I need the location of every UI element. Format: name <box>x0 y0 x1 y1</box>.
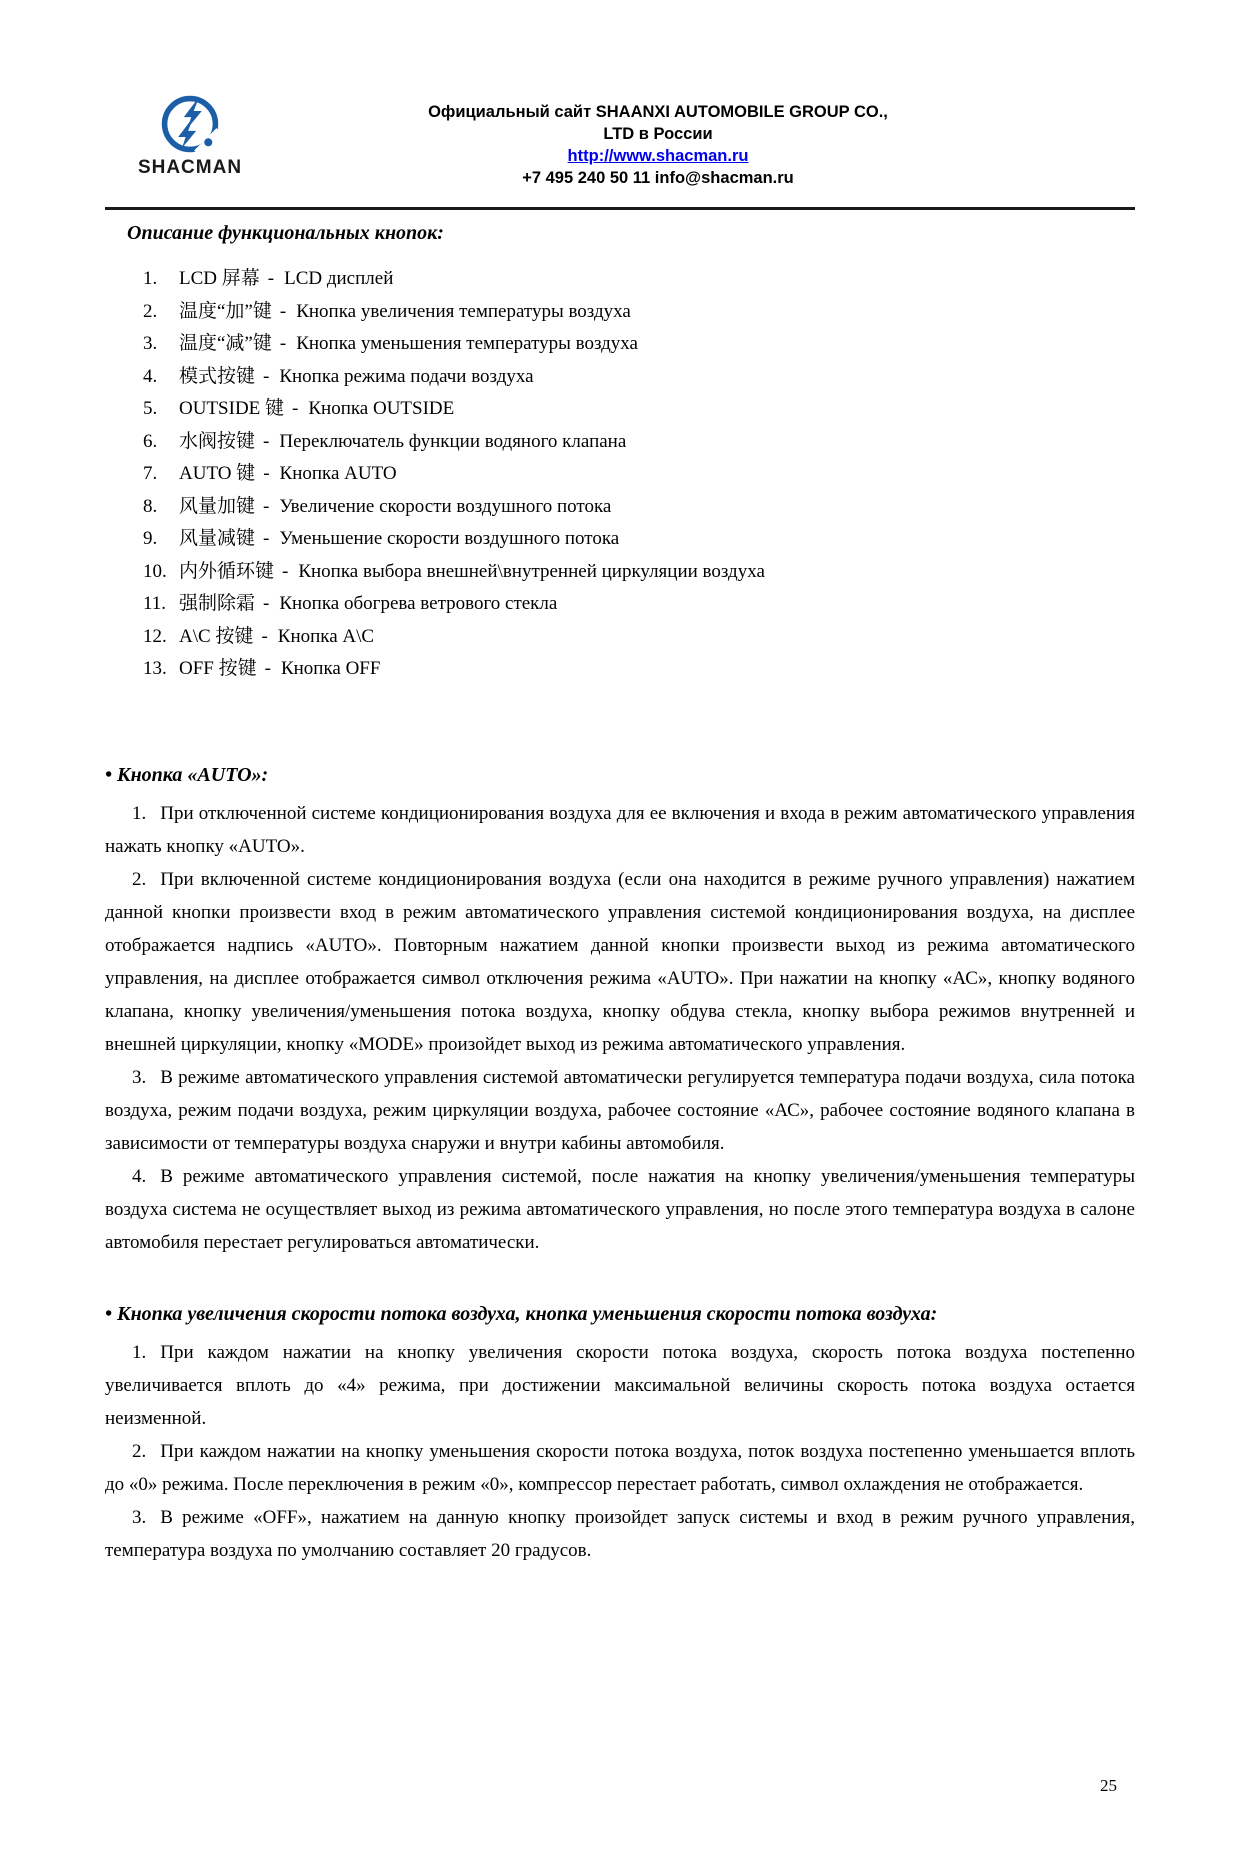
list-item-russian: Увеличение скорости воздушного потока <box>279 495 612 517</box>
paragraph <box>105 1501 1135 1567</box>
list-item-dash: - <box>263 430 270 452</box>
paragraph-number: 3. <box>132 1506 147 1528</box>
page-number: 25 <box>1100 1776 1117 1795</box>
list-item-russian: Переключатель функции водяного клапана <box>279 430 627 452</box>
paragraph-text: При включенной системе кондиционирования воздуха (если она находится в режиме ручного управления) нажатием данной кнопки произвести вход в режим автоматического управления системой кондиционирования воздуха, на дисплее отображается надпись «AUTO». Повторным нажатием данной кнопки произвести выход из режима автоматического управления, на дисплее отображается символ отключения режима «AUTO». При нажатии на кнопку «АС», кнопку водяного клапана, кнопку увеличения/уменьшения потока воздуха, кнопку обдува стекла, кнопку выбора режимов внутренней и внешней циркуляции, кнопку «MODE» произойдет выход из режима автоматического управления. <box>105 868 1135 1055</box>
list-item-chinese: 温度“加”键 <box>179 300 272 322</box>
list-item-russian: Уменьшение скорости воздушного потока <box>279 528 620 549</box>
list-item-number: 3. <box>143 333 158 354</box>
list-item <box>105 296 1135 329</box>
paragraph-number: 2. <box>132 868 147 890</box>
list-item-russian: Кнопка уменьшения температуры воздуха <box>296 333 638 354</box>
list-item-chinese: OFF 按键 <box>179 658 257 679</box>
list-item-dash: - <box>282 560 289 582</box>
shacman-logo-icon <box>159 93 221 155</box>
paragraph-number: 1. <box>132 802 147 824</box>
list-item-number: 12. <box>143 625 167 647</box>
list-item-chinese: A\C 按键 <box>179 625 254 647</box>
list-item-dash: - <box>279 333 287 354</box>
list-item-number: 5. <box>143 398 158 419</box>
site-link[interactable]: http://www.shacman.ru <box>567 147 749 165</box>
paragraph-text: В режиме автоматического управления системой, после нажатия на кнопку увеличения/уменьшения температуры воздуха система не осуществляет выход из режима автоматического управления, но после этого температура воздуха в салоне автомобиля перестает регулироваться автоматически. <box>105 1165 1135 1253</box>
paragraph <box>105 1061 1135 1160</box>
paragraph <box>105 1160 1135 1259</box>
paragraph <box>105 1435 1135 1501</box>
header <box>105 95 1135 207</box>
paragraph-text: При отключенной системе кондиционирования воздуха для ее включения и входа в режим автоматического управления нажать кнопку «AUTO». <box>105 802 1135 857</box>
list-item <box>105 393 1135 426</box>
list-item-dash: - <box>263 495 270 517</box>
list-item <box>105 426 1135 459</box>
paragraph-number: 4. <box>132 1165 147 1187</box>
list-item-number: 10. <box>143 560 167 582</box>
paragraph-text: При каждом нажатии на кнопку увеличения скорости потока воздуха, скорость потока воздуха постепенно увеличивается вплоть до «4» режима, при достижении максимальной величины скорость потока воздуха остается неизменной. <box>105 1341 1135 1429</box>
list-item-number: 7. <box>143 463 158 484</box>
list-item-number: 13. <box>143 658 167 679</box>
list-item <box>105 491 1135 524</box>
paragraph-text: В режиме «OFF», нажатием на данную кнопку произойдет запуск системы и вход в режим ручного управления, температура воздуха по умолчанию составляет 20 градусов. <box>105 1506 1135 1561</box>
list-item-chinese: 水阀按键 <box>179 430 256 452</box>
list-item-russian: Кнопка увеличения температуры воздуха <box>296 300 631 322</box>
list-item-russian: LCD дисплей <box>284 268 394 289</box>
list-item <box>105 361 1135 394</box>
list-item <box>105 523 1135 556</box>
list-item-dash: - <box>279 300 287 322</box>
list-item-chinese: 风量减键 <box>179 528 256 549</box>
document-page <box>0 95 1241 1795</box>
list-item <box>105 588 1135 621</box>
paragraph-text: В режиме автоматического управления системой автоматически регулируется температура подачи воздуха, сила потока воздуха, режим подачи воздуха, режим циркуляции воздуха, рабочее состояние «АС», рабочее состояние водяного клапана в зависимости от температуры воздуха снаружи и внутри кабины автомобиля. <box>105 1066 1135 1154</box>
list-item-dash: - <box>264 658 271 679</box>
list-item <box>105 328 1135 361</box>
list-item-number: 6. <box>143 430 158 452</box>
list-item-russian: Кнопка выбора внешней\внутренней циркуляции воздуха <box>298 560 765 582</box>
paragraph-number: 1. <box>132 1341 147 1363</box>
list-item-chinese: OUTSIDE 键 <box>179 398 285 419</box>
list-item-number: 11. <box>143 593 167 614</box>
list-item-chinese: 模式按键 <box>179 365 256 387</box>
document-body <box>105 222 1135 1567</box>
list-item-russian: Кнопка обогрева ветрового стекла <box>279 593 558 614</box>
list-item <box>105 556 1135 589</box>
list-item-chinese: AUTO 键 <box>179 463 256 484</box>
paragraph <box>105 797 1135 863</box>
logo-wordmark: SHACMAN <box>137 157 243 178</box>
list-item <box>105 653 1135 686</box>
list-item-dash: - <box>263 528 270 549</box>
paragraph <box>105 1336 1135 1435</box>
button-description-list <box>105 263 1135 686</box>
list-item-dash: - <box>261 625 268 647</box>
list-item-number: 1. <box>143 268 158 289</box>
section <box>105 1303 1135 1567</box>
section-heading: • Кнопка увеличения скорости потока воздуха, кнопка уменьшения скорости потока воздуха: <box>105 1302 938 1325</box>
header-phone-email: +7 495 240 50 11 info@shacman.ru <box>522 169 794 187</box>
list-item-russian: Кнопка OFF <box>280 658 381 679</box>
section-heading: • Кнопка «AUTO»: <box>105 763 269 786</box>
page-title: Описание функциональных кнопок: <box>127 222 444 244</box>
paragraph-number: 2. <box>132 1440 147 1462</box>
list-item-number: 8. <box>143 495 158 517</box>
paragraph-text: При каждом нажатии на кнопку уменьшения скорости потока воздуха, поток воздуха постепенно уменьшается вплоть до «0» режима. После переключения в режим «0», компрессор перестает работать, символ охлаждения не отображается. <box>105 1440 1135 1495</box>
list-item-number: 9. <box>143 528 158 549</box>
sections <box>105 764 1135 1567</box>
header-line2: LTD в России <box>603 125 713 143</box>
list-item-number: 4. <box>143 365 158 387</box>
list-item-dash: - <box>263 593 270 614</box>
list-item-chinese: 强制除霜 <box>179 593 256 614</box>
list-item-russian: Кнопка OUTSIDE <box>308 398 455 419</box>
list-item-chinese: 风量加键 <box>179 495 256 517</box>
paragraph <box>105 863 1135 1061</box>
list-item <box>105 263 1135 296</box>
list-item-russian: Кнопка режима подачи воздуха <box>279 365 534 387</box>
list-item-russian: Кнопка AUTO <box>279 463 397 484</box>
header-contact-block <box>181 95 1135 189</box>
paragraph-number: 3. <box>132 1066 147 1088</box>
shacman-logo <box>125 93 255 179</box>
list-item <box>105 621 1135 654</box>
header-line1: Официальный сайт SHAANXI AUTOMOBILE GROUP CO., <box>428 103 888 121</box>
section <box>105 764 1135 1259</box>
list-item-russian: Кнопка A\C <box>277 625 375 647</box>
list-item-chinese: 温度“减”键 <box>179 333 272 354</box>
header-divider <box>105 207 1135 210</box>
list-item-number: 2. <box>143 300 158 322</box>
list-item-dash: - <box>263 463 270 484</box>
list-item-dash: - <box>263 365 270 387</box>
list-item <box>105 458 1135 491</box>
list-item-dash: - <box>292 398 299 419</box>
list-item-dash: - <box>267 268 275 289</box>
list-item-chinese: 内外循环键 <box>179 560 275 582</box>
list-item-chinese: LCD 屏幕 <box>179 268 260 289</box>
